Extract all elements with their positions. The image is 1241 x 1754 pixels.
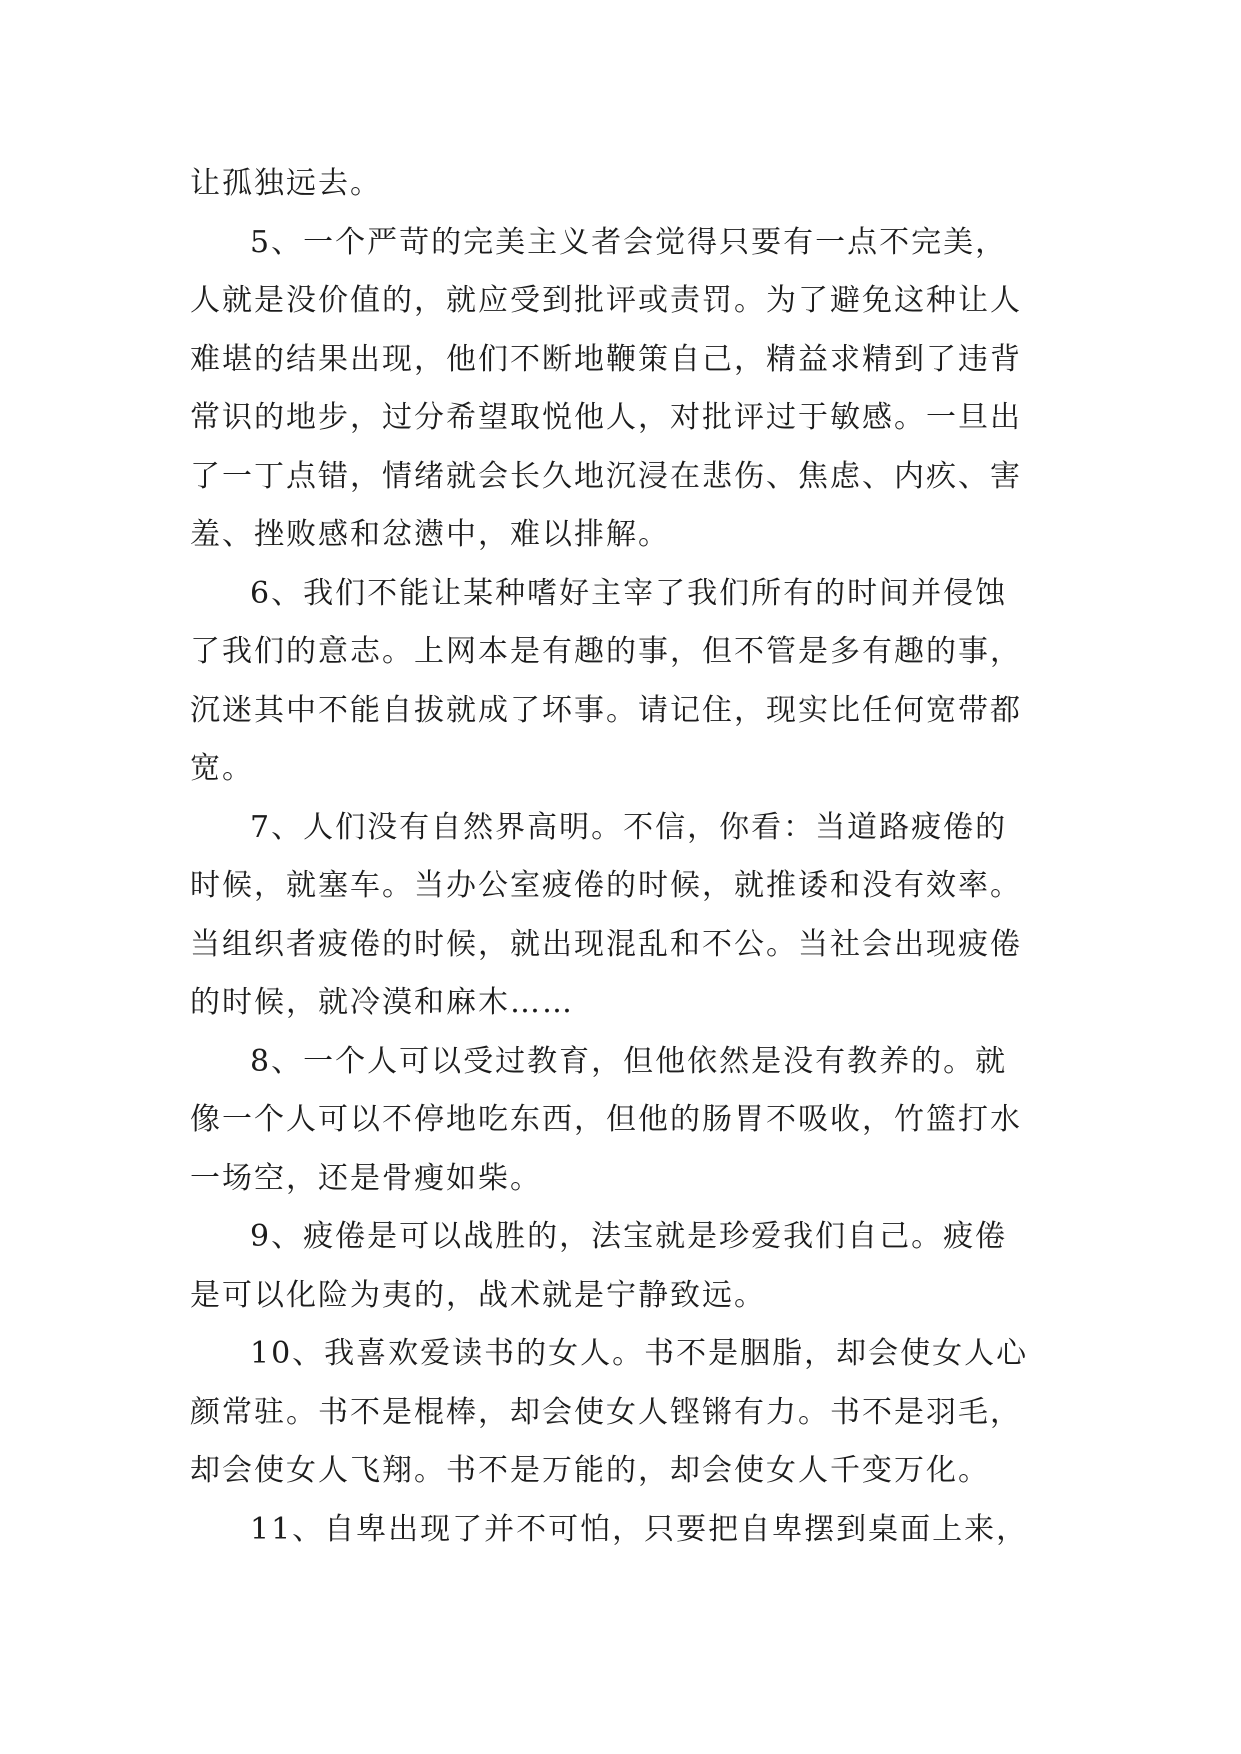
text-line: 让孤独远去。 [190,166,382,201]
text-line: 一场空，还是骨瘦如柴。 [190,1160,542,1196]
text-line: 5、一个严苛的完美主义者会觉得只要有一点不完美， [250,224,1008,260]
text-line: 却会使女人飞翔。书不是万能的，却会使女人千变万化。 [190,1453,990,1488]
body-text [190,155,1060,1559]
text-line: 10、我喜欢爱读书的女人。书不是胭脂，却会使女人心 [250,1336,1029,1371]
text-line: 难堪的结果出现，他们不断地鞭策自己，精益求精到了违背 [190,341,1022,377]
text-line: 像一个人可以不停地吃东西，但他的肠胃不吸收，竹篮打水 [190,1102,1022,1137]
text-line: 6、我们不能让某种嗜好主宰了我们所有的时间并侵蚀 [250,575,1008,611]
text-line: 7、人们没有自然界高明。不信，你看：当道路疲倦的 [250,809,1008,845]
text-line: 羞、挫败感和忿懑中，难以排解。 [190,517,670,552]
text-line: 8、一个人可以受过教育，但他依然是没有教养的。就 [250,1043,1008,1079]
text-line: 时候，就塞车。当办公室疲倦的时候，就推诿和没有效率。 [190,868,1022,903]
text-line: 了一丁点错，情绪就会长久地沉浸在悲伤、焦虑、内疚、害 [190,458,1022,494]
text-line: 的时候，就冷漠和麻木…… [190,985,574,1020]
text-line: 常识的地步，过分希望取悦他人，对批评过于敏感。一旦出 [190,400,1022,435]
text-line: 是可以化险为夷的，战术就是宁静致远。 [190,1277,766,1313]
text-line: 宽。 [190,751,254,786]
text-line: 11、自卑出现了并不可怕，只要把自卑摆到桌面上来， [250,1511,1029,1547]
text-line: 颜常驻。书不是棍棒，却会使女人铿锵有力。书不是羽毛， [190,1394,1022,1430]
text-line: 9、疲倦是可以战胜的，法宝就是珍爱我们自己。疲倦 [250,1219,1008,1254]
text-line: 人就是没价值的，就应受到批评或责罚。为了避免这种让人 [190,283,1022,318]
text-line: 沉迷其中不能自拔就成了坏事。请记住，现实比任何宽带都 [190,692,1022,728]
text-line: 当组织者疲倦的时候，就出现混乱和不公。当社会出现疲倦 [190,926,1022,962]
text-line: 了我们的意志。上网本是有趣的事，但不管是多有趣的事， [190,634,1022,669]
